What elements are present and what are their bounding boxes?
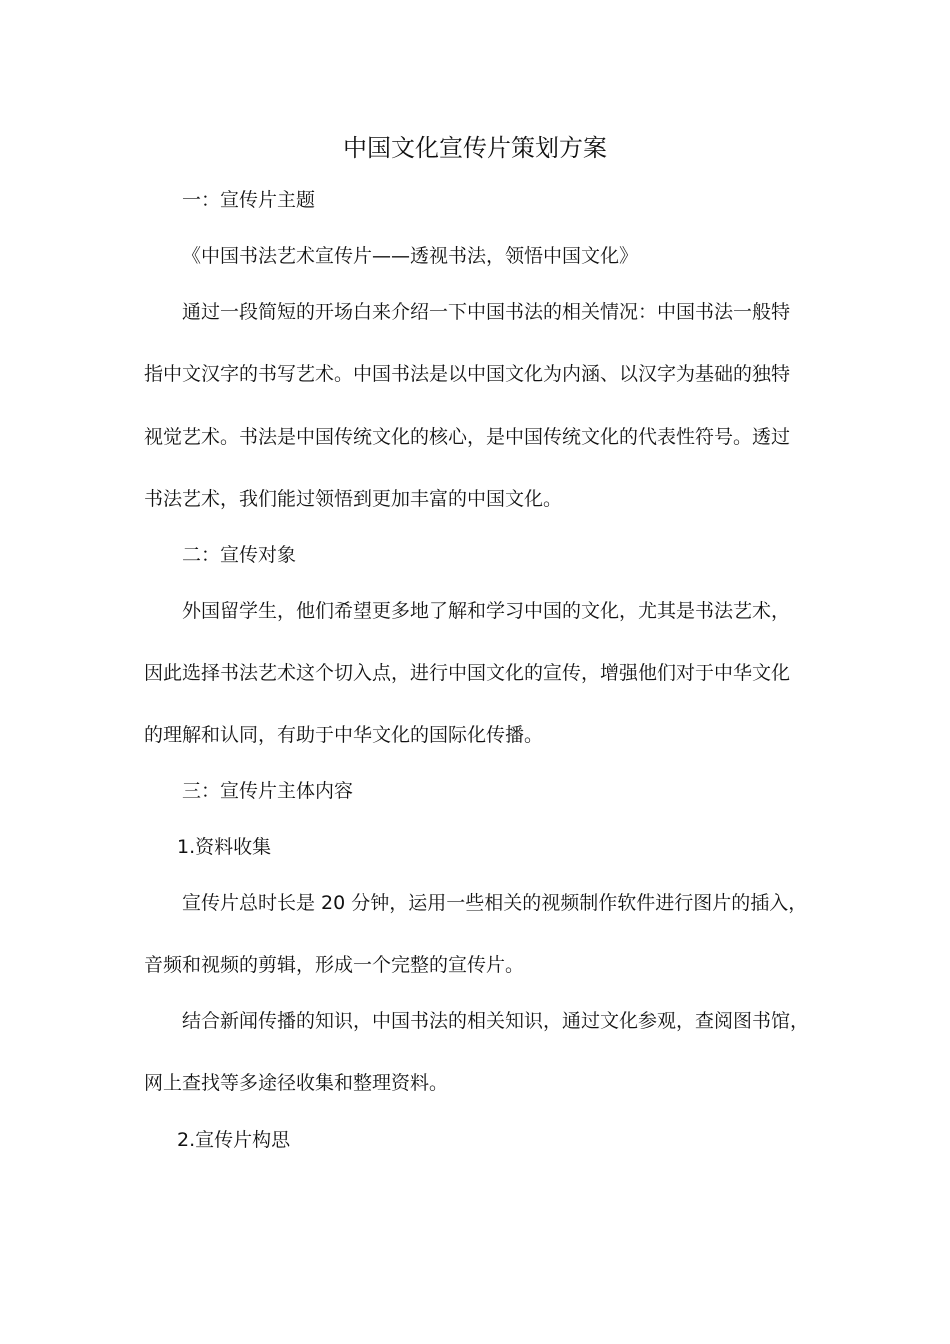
section-2-paragraph-line: 因此选择书法艺术这个切入点，进行中国文化的宣传，增强他们对于中华文化	[144, 662, 791, 684]
subsection-2-heading: 2.宣传片构思	[177, 1129, 291, 1151]
section-2-paragraph-line: 的理解和认同，有助于中华文化的国际化传播。	[144, 724, 544, 746]
section-1-subtitle: 《中国书法艺术宣传片——透视书法，领悟中国文化》	[182, 245, 639, 267]
section-1-heading: 一：宣传片主题	[182, 189, 316, 211]
section-1-paragraph-line: 指中文汉字的书写艺术。中国书法是以中国文化为内涵、以汉字为基础的独特	[144, 363, 791, 385]
section-2-heading: 二：宣传对象	[182, 544, 297, 566]
section-1-paragraph-line: 通过一段简短的开场白来介绍一下中国书法的相关情况：中国书法一般特	[182, 301, 791, 323]
subsection-1-paragraph-line: 结合新闻传播的知识，中国书法的相关知识，通过文化参观，查阅图书馆，	[182, 1010, 810, 1032]
subsection-1-paragraph-line: 音频和视频的剪辑，形成一个完整的宣传片。	[144, 954, 525, 976]
subsection-1-paragraph-line: 网上查找等多途径收集和整理资料。	[144, 1072, 449, 1094]
subsection-1-paragraph-line: 宣传片总时长是 20 分钟，运用一些相关的视频制作软件进行图片的插入，	[182, 892, 808, 914]
section-3-heading: 三：宣传片主体内容	[182, 780, 354, 802]
document-title: 中国文化宣传片策划方案	[343, 134, 607, 162]
section-1-paragraph-line: 书法艺术，我们能过领悟到更加丰富的中国文化。	[144, 488, 563, 510]
section-1-paragraph-line: 视觉艺术。书法是中国传统文化的核心，是中国传统文化的代表性符号。透过	[144, 426, 791, 448]
section-2-paragraph-line: 外国留学生，他们希望更多地了解和学习中国的文化，尤其是书法艺术，	[182, 600, 791, 622]
subsection-1-heading: 1.资料收集	[177, 836, 272, 858]
